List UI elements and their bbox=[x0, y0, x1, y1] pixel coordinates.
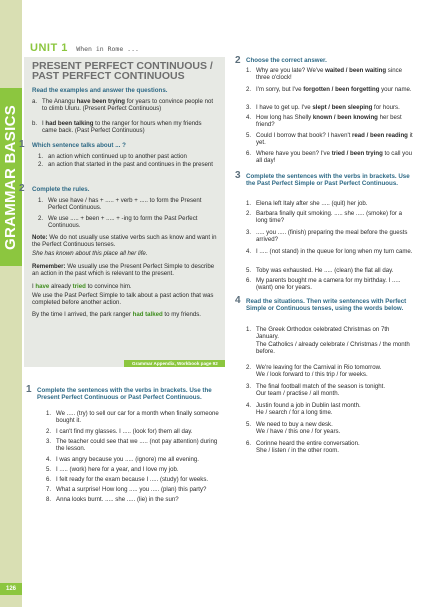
exercise-1-item bbox=[46, 496, 222, 503]
item-options: slept / been sleeping bbox=[312, 104, 373, 111]
exercise-1-item bbox=[46, 410, 222, 425]
example-b-bold: had been talking bbox=[45, 120, 94, 127]
item-text: The teacher could see that we ..... (not pay attention) during the lesson. bbox=[56, 438, 218, 453]
item-number: 6. bbox=[246, 150, 252, 157]
item-situation: Justin found a job in Dublin last month. bbox=[256, 402, 361, 409]
item-words: We / look forward to / this trip / for weeks. bbox=[256, 371, 368, 379]
by-time-text1: By the time I arrived, the park ranger bbox=[32, 311, 133, 318]
item-text: ..... you ..... (finish) preparing the meal before the guests arrived? bbox=[256, 229, 408, 244]
appendix-note: Grammar Appendix, Workbook page 92 bbox=[124, 360, 225, 367]
note bbox=[32, 234, 220, 249]
item-text-post: for hours. bbox=[372, 104, 400, 111]
item-text-pre: I'm sorry, but I've bbox=[256, 86, 304, 93]
exercise-1-item bbox=[46, 486, 222, 493]
grammar-title-line2: PAST PERFECT CONTINUOUS bbox=[32, 70, 185, 82]
exercise-3-number: 3 bbox=[235, 170, 241, 181]
item-text: I can't find my glasses. I ..... (look for) them all day. bbox=[56, 428, 193, 435]
item-text-pre: Where have you been? I've bbox=[256, 150, 332, 157]
item-options: waited / been waiting bbox=[325, 67, 387, 74]
section-1-item bbox=[38, 153, 218, 160]
exercise-2-item bbox=[246, 86, 414, 93]
exercise-1-item bbox=[46, 438, 222, 453]
exercise-1-number: 1 bbox=[26, 384, 32, 395]
example-b bbox=[32, 120, 218, 135]
item-number: 5. bbox=[46, 466, 52, 473]
item-text: I felt ready for the exam because I ..... (study) for weeks. bbox=[56, 476, 209, 483]
remember-text: We usually use the Present Perfect Simple to describe an action in the past which is relevant to the present. bbox=[32, 263, 215, 278]
sidebar-band bbox=[0, 88, 22, 266]
exercise-2-item bbox=[246, 67, 414, 82]
item-words: The Catholics / already celebrate / Christmas / the month before. bbox=[256, 340, 410, 355]
exercise-3-item bbox=[246, 277, 414, 292]
item-situation: The Greek Orthodox celebrated Christmas on 7th January. bbox=[256, 326, 390, 341]
exercise-2-item bbox=[246, 150, 414, 165]
item-text-post: your name. bbox=[379, 86, 412, 93]
item-number: 3. bbox=[246, 104, 252, 111]
note-example: She has known about this place all her life. bbox=[32, 250, 148, 257]
exercise-1-item bbox=[46, 428, 222, 435]
item-text: Toby was exhausted. He ..... (clean) the flat all day. bbox=[256, 267, 394, 274]
by-time-bold: had talked bbox=[132, 311, 163, 318]
unit-header bbox=[30, 38, 139, 56]
item-number: 1. bbox=[246, 326, 252, 333]
section-1-number: 1 bbox=[19, 139, 25, 150]
item-number: 2. bbox=[38, 161, 44, 168]
item-number: 1. bbox=[46, 410, 52, 417]
item-number: 2. bbox=[246, 86, 252, 93]
item-options: tried / been trying bbox=[331, 150, 383, 157]
example-b-letter: b. bbox=[32, 120, 38, 127]
exercise-3-instruction: Complete the sentences with the verbs in brackets. Use the Past Perfect Simple or Past Perfect Continuous. bbox=[246, 173, 410, 188]
grammar-intro: Read the examples and answer the questions. bbox=[32, 87, 168, 94]
sidebar-strip bbox=[0, 0, 22, 607]
item-text: We use have / has + ..... + verb + ..... to form the Present Perfect Continuous. bbox=[48, 197, 202, 212]
item-text: I ..... (not stand) in the queue for long when my turn came. bbox=[256, 248, 413, 255]
exercise-3-item bbox=[246, 200, 414, 207]
exercise-1-item bbox=[46, 466, 222, 473]
exercise-1-item bbox=[46, 476, 222, 483]
already-bold2: tried bbox=[72, 283, 86, 290]
example-a-text1: The Anangu bbox=[42, 98, 77, 105]
item-number: 4. bbox=[246, 248, 252, 255]
item-situation: The final football match of the season is tonight. bbox=[256, 383, 386, 390]
item-number: 2. bbox=[246, 364, 252, 371]
exercise-4-item bbox=[246, 364, 414, 379]
item-number: 1. bbox=[246, 67, 252, 74]
section-2-item bbox=[38, 197, 218, 212]
exercise-3-item bbox=[246, 229, 414, 244]
exercise-4-item bbox=[246, 402, 414, 417]
item-text: Anna looks burnt. ..... she ..... (lie) in the sun? bbox=[56, 496, 179, 503]
item-text-post: to call you all day! bbox=[256, 150, 412, 165]
example-a-text2: for years to convince people not to climb Uluru. (Present Perfect Continuous) bbox=[42, 98, 214, 113]
item-words: She / listen / in the other room. bbox=[256, 447, 339, 455]
item-number: 4. bbox=[46, 456, 52, 463]
exercise-1-instruction: Complete the sentences with the verbs in brackets. Use the Present Perfect Continuous or Past Perfect Continuous. bbox=[37, 387, 212, 402]
example-a bbox=[32, 98, 218, 113]
exercise-2-item bbox=[246, 104, 414, 111]
item-number: 5. bbox=[246, 132, 252, 139]
item-words: We / have / this one / for years. bbox=[256, 428, 341, 436]
item-words: He / search / for a long time. bbox=[256, 409, 333, 417]
exercise-4-item bbox=[246, 326, 414, 355]
example-b-text2: to the ranger for hours when my friends came back. (Past Perfect Continuous) bbox=[42, 120, 202, 135]
item-text: an action which continued up to another past action bbox=[48, 153, 187, 160]
section-1-heading: Which sentence talks about ... ? bbox=[32, 142, 126, 149]
item-number: 3. bbox=[246, 383, 252, 390]
item-situation: We need to buy a new desk. bbox=[256, 421, 333, 428]
unit-subtitle: When in Rome ... bbox=[76, 45, 139, 53]
exercise-3-item bbox=[246, 210, 414, 225]
item-number: 6. bbox=[246, 277, 252, 284]
item-text-pre: How long has Shelly bbox=[256, 114, 313, 121]
note-text: We do not usually use stative verbs such as know and want in the Perfect Continuous tenses. bbox=[32, 234, 217, 249]
item-text-pre: Why are you late? We've bbox=[256, 67, 326, 74]
item-text: We ..... (try) to sell our car for a month when finally someone bought it. bbox=[56, 410, 219, 425]
by-time-text2: to my friends. bbox=[162, 311, 202, 318]
item-number: 7. bbox=[46, 486, 52, 493]
remember-label: Remember: bbox=[32, 263, 66, 270]
grammar-title bbox=[32, 61, 222, 81]
exercise-1-item bbox=[46, 456, 222, 463]
section-2-item bbox=[38, 215, 218, 230]
item-text: Barbara finally quit smoking. ..... she ..... (smoke) for a long time? bbox=[256, 210, 402, 225]
item-text-post: her best friend? bbox=[256, 114, 402, 129]
exercise-3-item bbox=[246, 248, 414, 255]
note-label: Note: bbox=[32, 234, 48, 241]
item-number: 5. bbox=[246, 267, 252, 274]
item-situation: We're leaving for the Carnival in Rio tomorrow. bbox=[256, 364, 382, 371]
past-simple-rule: We use the Past Perfect Simple to talk about a past action that was completed before another action. bbox=[32, 292, 214, 307]
grammar-box bbox=[19, 57, 225, 367]
exercise-4-item bbox=[246, 383, 414, 398]
already-text3: to convince him. bbox=[85, 283, 132, 290]
example-a-bold: have been trying bbox=[76, 98, 125, 105]
item-number: 6. bbox=[246, 440, 252, 447]
remember bbox=[32, 263, 220, 278]
item-text: I was angry because you ..... (ignore) me all evening. bbox=[56, 456, 199, 463]
item-number: 3. bbox=[46, 438, 52, 445]
by-time-example bbox=[32, 311, 220, 318]
item-text-post: since three o'clock! bbox=[256, 67, 403, 82]
item-options: read / been reading bbox=[352, 132, 408, 139]
exercise-2-instruction: Choose the correct answer. bbox=[246, 57, 327, 64]
already-example bbox=[32, 283, 220, 290]
page-number: 126 bbox=[0, 583, 22, 595]
exercise-4-item bbox=[246, 421, 414, 436]
item-text: an action that started in the past and continues in the present bbox=[48, 161, 213, 168]
section-2-number: 2 bbox=[19, 183, 25, 194]
already-text2: already bbox=[49, 283, 73, 290]
exercise-4-item bbox=[246, 440, 414, 455]
item-situation: Corinne heard the entire conversation. bbox=[256, 440, 360, 447]
example-b-text1: I bbox=[42, 120, 46, 127]
item-options: known / been knowing bbox=[312, 114, 378, 121]
item-text: I ..... (work) here for a year, and I love my job. bbox=[56, 466, 179, 473]
item-number: 6. bbox=[46, 476, 52, 483]
item-number: 4. bbox=[246, 114, 252, 121]
item-text: We use ..... + been + ..... + -ing to form the Past Perfect Continuous. bbox=[48, 215, 198, 230]
item-options: forgotten / been forgetting bbox=[303, 86, 380, 93]
item-text: Elena left Italy after she ..... (quit) her job. bbox=[256, 200, 368, 207]
item-text: My parents bought me a camera for my birthday. I ..... (want) one for years. bbox=[256, 277, 401, 292]
sidebar-label: GRAMMAR BASICS bbox=[2, 104, 20, 250]
item-number: 5. bbox=[246, 421, 252, 428]
item-number: 1. bbox=[38, 153, 44, 160]
exercise-2-item bbox=[246, 132, 414, 147]
exercise-3-item bbox=[246, 267, 414, 274]
exercise-2-item bbox=[246, 114, 414, 129]
item-text-pre: Could I borrow that book? I haven't bbox=[256, 132, 353, 139]
exercise-4-instruction: Read the situations. Then write sentences with Perfect Simple or Continuous tenses, using the words below. bbox=[246, 298, 407, 313]
item-number: 1. bbox=[38, 197, 44, 204]
item-number: 4. bbox=[246, 402, 252, 409]
grammar-title-line1: PRESENT PERFECT CONTINUOUS / bbox=[32, 60, 213, 72]
item-number: 8. bbox=[46, 496, 52, 503]
item-number: 2. bbox=[46, 428, 52, 435]
item-text-post: it yet. bbox=[256, 132, 413, 147]
unit-title: UNIT 1 bbox=[30, 42, 68, 54]
item-number: 2. bbox=[246, 210, 252, 217]
section-2-heading: Complete the rules. bbox=[32, 186, 90, 193]
example-a-letter: a. bbox=[32, 98, 38, 105]
item-text-pre: I have to get up. I've bbox=[256, 104, 313, 111]
item-text: What a surprise! How long ..... you ..... (plan) this party? bbox=[56, 486, 207, 493]
already-text1: I bbox=[32, 283, 36, 290]
section-1-item bbox=[38, 161, 218, 168]
item-number: 1. bbox=[246, 200, 252, 207]
exercise-2-number: 2 bbox=[235, 55, 241, 66]
item-number: 3. bbox=[246, 229, 252, 236]
item-words: Our team / practise / all month. bbox=[256, 390, 340, 398]
already-bold1: have bbox=[35, 283, 50, 290]
item-number: 2. bbox=[38, 215, 44, 222]
exercise-4-number: 4 bbox=[235, 295, 241, 306]
